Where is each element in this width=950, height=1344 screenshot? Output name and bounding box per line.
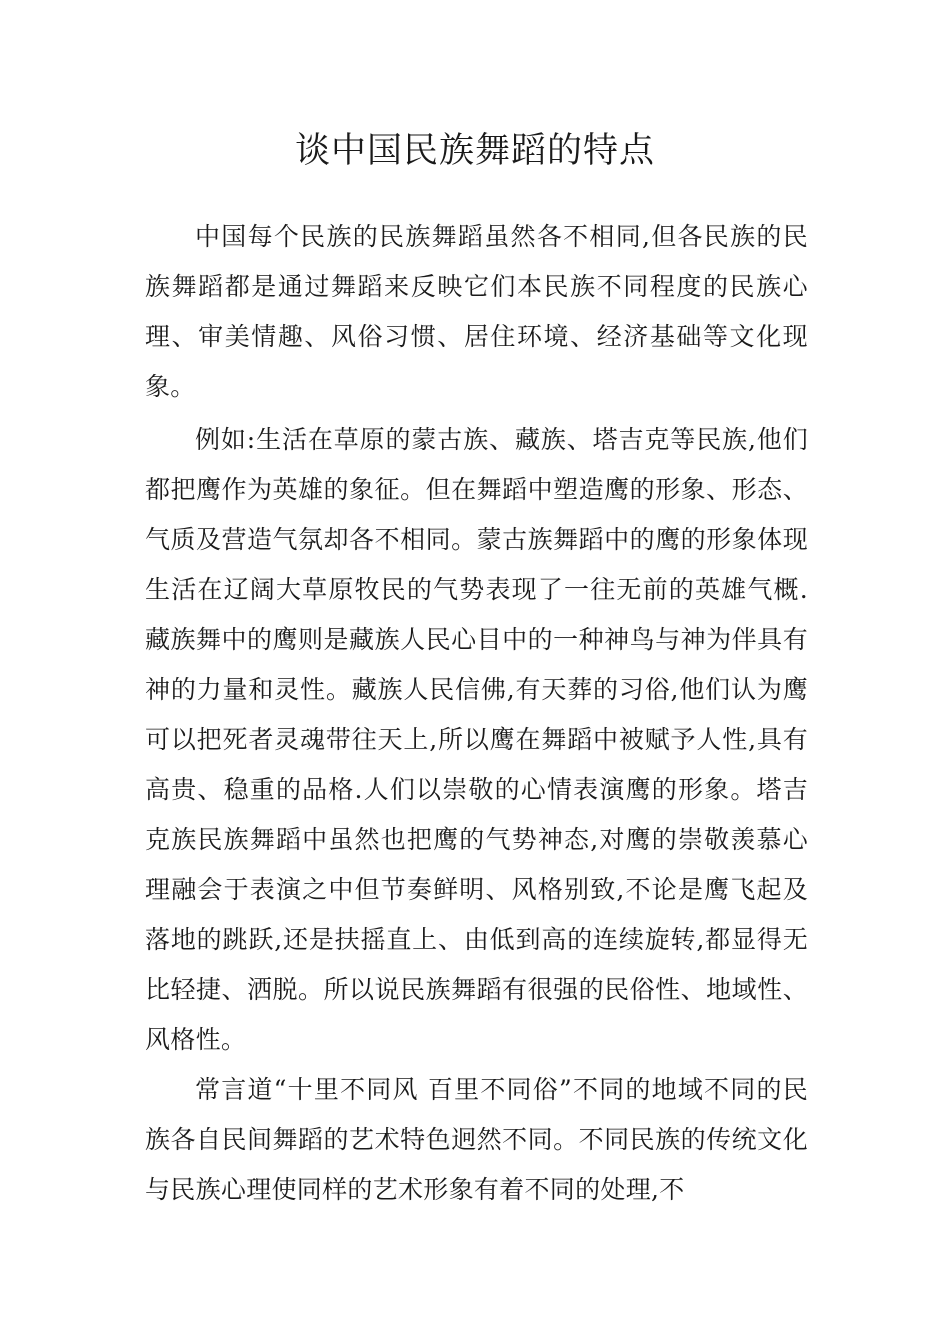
paragraph-3: 常言道“十里不同风 百里不同俗”不同的地域不同的民族各自民间舞蹈的艺术特色迥然不同。不同民族的传统文化与民族心理使同样的艺术形象有着不同的处理,不 bbox=[145, 1075, 808, 1204]
paragraph-2: 例如:生活在草原的蒙古族、藏族、塔吉克等民族,他们都把鹰作为英雄的象征。但在舞蹈中塑造鹰的形象、形态、气质及营造气氛却各不相同。蒙古族舞蹈中的鹰的形象体现生活在辽阔大草原牧民的气势表现了一往无前的英雄气概.藏族舞中的鹰则是藏族人民心目中的一种神鸟与神为伴具有神的力量和灵性。藏族人民信佛,有天葬的习俗,他们认为鹰可以把死者灵魂带往天上,所以鹰在舞蹈中被赋予人性,具有高贵、稳重的品格.人们以崇敬的心情表演鹰的形象。塔吉克族民族舞蹈中虽然也把鹰的气势神态,对鹰的崇敬羡慕心理融会于表演之中但节奏鲜明、风格别致,不论是鹰飞起及落地的跳跃,还是扶摇直上、由低到高的连续旋转,都显得无比轻捷、洒脱。所以说民族舞蹈有很强的民俗性、地域性、风格性。 bbox=[145, 425, 808, 1054]
document-title: 谈中国民族舞蹈的特点 bbox=[294, 131, 655, 171]
paragraph-1: 中国每个民族的民族舞蹈虽然各不相同,但各民族的民族舞蹈都是通过舞蹈来反映它们本民族不同程度的民族心理、审美情趣、风俗习惯、居住环境、经济基础等文化现象。 bbox=[145, 222, 808, 401]
